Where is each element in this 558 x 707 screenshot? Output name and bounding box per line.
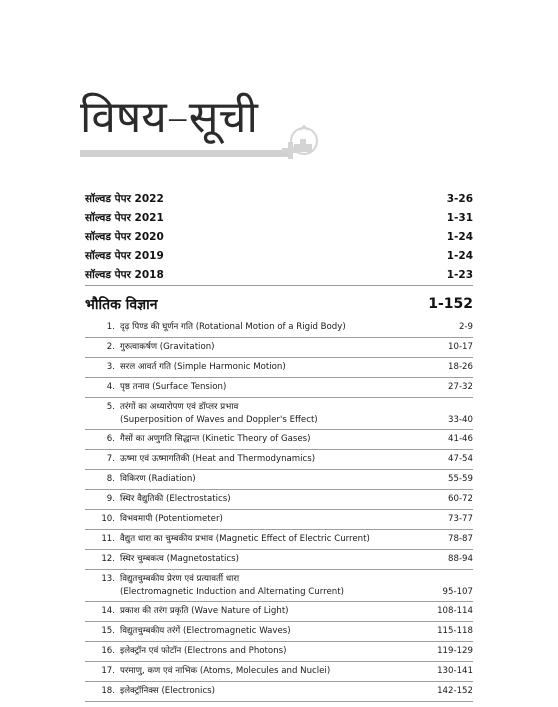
- chapter-number: 5.: [106, 402, 115, 412]
- chapter-pages: 41-46: [448, 434, 473, 444]
- chapter-row: [85, 570, 473, 602]
- chapter-pages: 115-118: [437, 626, 473, 636]
- chapter-title-line: प्रकाश की तरंग प्रकृति (Wave Nature of Light): [120, 606, 289, 616]
- paper-row: [85, 247, 473, 266]
- chapter-title-line: इलेक्ट्रॉन एवं फोटॉन (Electrons and Photons): [120, 646, 287, 656]
- chapter-number: 6.: [106, 434, 115, 444]
- chapter-row: [85, 318, 473, 338]
- chapter-row: [85, 622, 473, 642]
- chapter-title: [120, 430, 403, 449]
- paper-label: सॉल्वड पेपर 2020: [85, 231, 164, 243]
- chapter-title-line: इलेक्ट्रॉनिक्स (Electronics): [120, 686, 215, 696]
- chapter-title-line: विद्युतचुम्बकीय प्रेरण एवं प्रत्यावर्ती धारा: [120, 574, 240, 584]
- section-title: भौतिक विज्ञान: [85, 296, 158, 313]
- chapter-pages: 55-59: [448, 474, 473, 484]
- chapter-row: [85, 662, 473, 682]
- paper-row: [85, 228, 473, 247]
- chapter-pages: 142-152: [437, 686, 473, 696]
- chapter-row: [85, 470, 473, 490]
- paper-row: [85, 209, 473, 228]
- chapter-title-line: सरल आवर्त गति (Simple Harmonic Motion): [120, 362, 286, 372]
- paper-label: सॉल्वड पेपर 2022: [85, 193, 164, 205]
- chapter-pages: 119-129: [437, 646, 473, 656]
- chapter-row: [85, 510, 473, 530]
- chapter-number: 17.: [101, 666, 115, 676]
- chapter-row: [85, 490, 473, 510]
- chapter-number: 10.: [101, 514, 115, 524]
- chapter-title: [120, 318, 403, 337]
- chapter-title-line: विद्युतचुम्बकीय तरंगें (Electromagnetic Waves): [120, 626, 291, 636]
- paper-row: [85, 266, 473, 285]
- chapter-title: [120, 450, 403, 469]
- chapter-title-line: गुरुत्वाकर्षण (Gravitation): [120, 342, 215, 352]
- paper-label: सॉल्वड पेपर 2021: [85, 212, 164, 224]
- paper-pages: 1-24: [446, 250, 473, 262]
- chapter-pages: 2-9: [458, 322, 473, 332]
- section-pages: 1-152: [428, 296, 473, 312]
- chapter-pages: 47-54: [448, 454, 473, 464]
- chapter-title: [120, 398, 403, 429]
- chapter-pages: 27-32: [448, 382, 473, 392]
- chapter-row: [85, 682, 473, 702]
- chapter-pages: 108-114: [437, 606, 473, 616]
- chapter-title-line: स्थिर चुम्बकत्व (Magnetostatics): [120, 554, 239, 564]
- chapter-number: 2.: [106, 342, 115, 352]
- chapter-pages: 130-141: [437, 666, 473, 676]
- chapter-title: [120, 378, 403, 397]
- chapter-pages: 18-26: [448, 362, 473, 372]
- chapter-row: [85, 450, 473, 470]
- paper-label: सॉल्वड पेपर 2019: [85, 250, 164, 262]
- chapter-number: 3.: [106, 362, 115, 372]
- chapter-title-line: (Superposition of Waves and Doppler's Effect): [120, 415, 318, 425]
- divider: [85, 285, 473, 286]
- paper-pages: 3-26: [446, 193, 473, 205]
- chapter-number: 11.: [101, 534, 115, 544]
- puzzle-decoration-icon: [280, 124, 320, 160]
- chapter-number: 18.: [101, 686, 115, 696]
- chapter-pages: 60-72: [448, 494, 473, 504]
- chapter-pages: 78-87: [448, 534, 473, 544]
- chapter-title: [120, 662, 403, 681]
- chapter-number: 12.: [101, 554, 115, 564]
- chapter-row: [85, 358, 473, 378]
- chapter-title: [120, 570, 403, 601]
- chapter-number: 1.: [106, 322, 115, 332]
- chapter-title-line: (Electromagnetic Induction and Alternating Current): [120, 587, 344, 597]
- chapter-title-line: वैद्युत धारा का चुम्बकीय प्रभाव (Magnetic Effect of Electric Current): [120, 534, 370, 544]
- chapter-number: 15.: [101, 626, 115, 636]
- chapter-title: [120, 510, 403, 529]
- paper-row: [85, 190, 473, 209]
- chapter-row: [85, 530, 473, 550]
- chapter-number: 14.: [101, 606, 115, 616]
- chapter-title-line: दृढ़ पिण्ड की घूर्णन गति (Rotational Motion of a Rigid Body): [120, 322, 346, 332]
- chapter-row: [85, 642, 473, 662]
- chapter-title-line: गैसों का अणुगति सिद्धान्त (Kinetic Theory of Gases): [120, 434, 311, 444]
- chapter-title-line: पृष्ठ तनाव (Surface Tension): [120, 382, 227, 392]
- chapter-number: 13.: [101, 574, 115, 584]
- section-heading: [85, 292, 473, 316]
- chapter-title: [120, 490, 403, 509]
- chapter-row: [85, 378, 473, 398]
- chapter-number: 4.: [106, 382, 115, 392]
- chapter-number: 8.: [106, 474, 115, 484]
- chapter-title: [120, 338, 403, 357]
- chapter-number: 7.: [106, 454, 115, 464]
- chapter-row: [85, 550, 473, 570]
- chapter-title: [120, 642, 403, 661]
- chapter-row: [85, 338, 473, 358]
- chapter-pages: 73-77: [448, 514, 473, 524]
- chapter-title-line: ऊष्मा एवं ऊष्मागतिकी (Heat and Thermodynamics): [120, 454, 316, 464]
- page-title: विषय–सूची: [80, 92, 258, 143]
- chapter-row: [85, 398, 473, 430]
- chapter-title: [120, 682, 403, 701]
- chapter-title: [120, 530, 403, 549]
- paper-pages: 1-31: [446, 212, 473, 224]
- paper-label: सॉल्वड पेपर 2018: [85, 269, 164, 281]
- chapter-list: [85, 318, 473, 702]
- title-block: [80, 88, 340, 168]
- chapter-title: [120, 470, 403, 489]
- chapter-title: [120, 602, 403, 621]
- paper-pages: 1-24: [446, 231, 473, 243]
- chapter-title-line: परमाणु, कण एवं नाभिक (Atoms, Molecules and Nuclei): [120, 666, 331, 676]
- chapter-number: 9.: [106, 494, 115, 504]
- chapter-title-line: विभवमापी (Potentiometer): [120, 514, 223, 524]
- chapter-title: [120, 358, 403, 377]
- chapter-pages: 95-107: [442, 587, 473, 597]
- chapter-number: 16.: [101, 646, 115, 656]
- paper-pages: 1-23: [446, 269, 473, 281]
- chapter-pages: 10-17: [448, 342, 473, 352]
- solved-papers-list: [85, 190, 473, 285]
- chapter-row: [85, 602, 473, 622]
- chapter-title-line: विकिरण (Radiation): [120, 474, 196, 484]
- chapter-title: [120, 550, 403, 569]
- chapter-title: [120, 622, 403, 641]
- chapter-pages: 88-94: [448, 554, 473, 564]
- chapter-title-line: तरंगों का अध्यारोपण एवं डॉप्लर प्रभाव: [120, 402, 239, 412]
- chapter-pages: 33-40: [448, 415, 473, 425]
- title-underline: [80, 150, 288, 157]
- chapter-row: [85, 430, 473, 450]
- chapter-title-line: स्थिर वैद्युतिकी (Electrostatics): [120, 494, 231, 504]
